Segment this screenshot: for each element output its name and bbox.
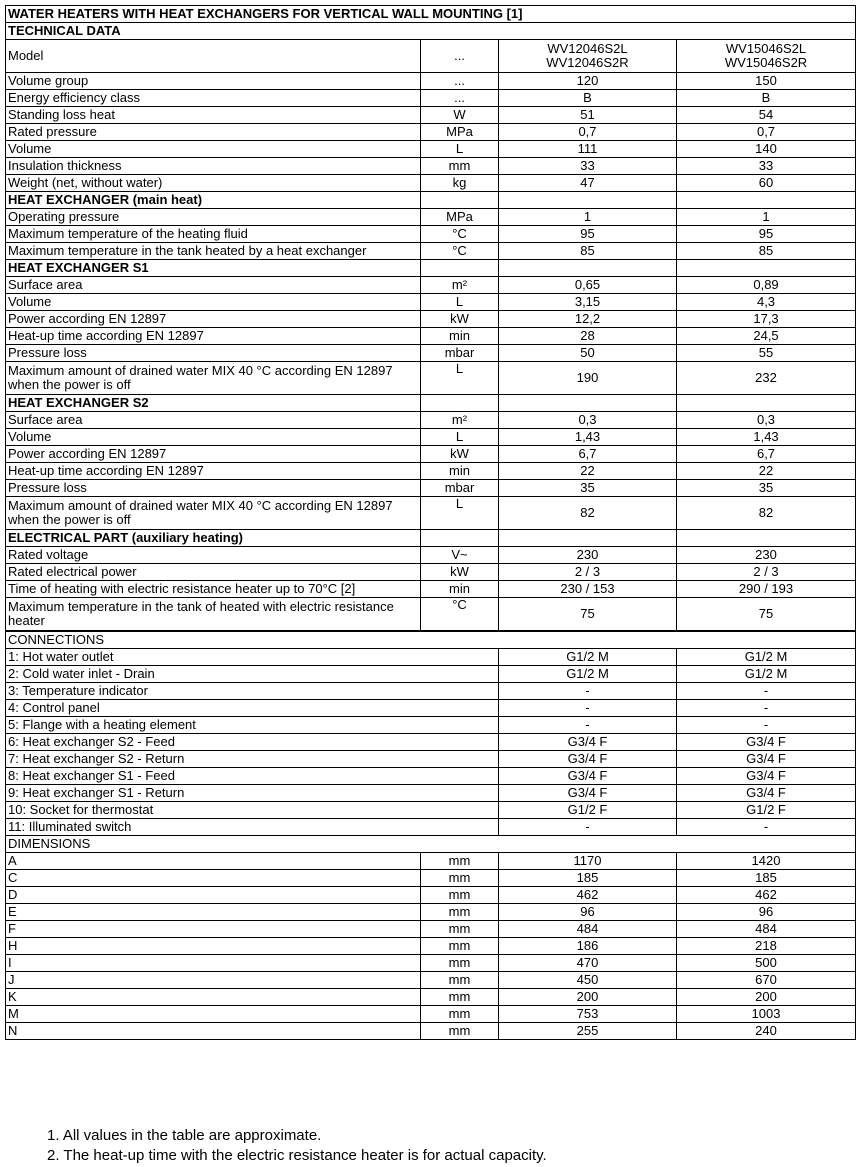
connection-row (6, 683, 856, 700)
hx-s1-row-unit: m² (421, 277, 499, 294)
hx-s2-row-value-1: 6,7 (499, 446, 677, 463)
hx-main-row-label: Maximum temperature in the tank heated by a heat exchanger (6, 243, 421, 260)
dimension-row-value-1: 1170 (499, 853, 677, 870)
hx-s2-row (6, 463, 856, 480)
dimension-row-value-1: 96 (499, 904, 677, 921)
heat-exchanger-main-heading-blank-unit (421, 192, 499, 209)
dimension-row-value-1: 200 (499, 989, 677, 1006)
heat-exchanger-main-heading-blank-v2 (677, 192, 856, 209)
electrical-row-value-2: 230 (677, 547, 856, 564)
electrical-heading-blank-v2 (677, 530, 856, 547)
dimensions-heading-row (6, 836, 856, 853)
hx-main-row-label: Operating pressure (6, 209, 421, 226)
connection-row-label: 4: Control panel (6, 700, 499, 717)
hx-main-row (6, 243, 856, 260)
connection-row (6, 768, 856, 785)
dimension-row-value-1: 186 (499, 938, 677, 955)
hx-main-row-label: Maximum temperature of the heating fluid (6, 226, 421, 243)
electrical-max-temp-row-value-1: 75 (499, 598, 677, 632)
dimension-row-value-2: 1420 (677, 853, 856, 870)
heat-exchanger-s1-heading-blank-unit (421, 260, 499, 277)
table-title: WATER HEATERS WITH HEAT EXCHANGERS FOR VERTICAL WALL MOUNTING [1] (6, 6, 856, 23)
connection-row-label: 6: Heat exchanger S2 - Feed (6, 734, 499, 751)
electrical-max-temp-row-unit: °C (421, 598, 499, 632)
hx-main-row-value-2: 85 (677, 243, 856, 260)
technical-data-table (5, 5, 856, 1040)
dimension-row-value-2: 500 (677, 955, 856, 972)
dimension-row-label: D (6, 887, 421, 904)
connection-row-value-2: G1/2 F (677, 802, 856, 819)
connection-row-value-2: - (677, 819, 856, 836)
hx-s2-row-label: Surface area (6, 412, 421, 429)
connection-row-value-2: G3/4 F (677, 768, 856, 785)
connections-heading-row (6, 631, 856, 649)
connection-row-value-2: - (677, 683, 856, 700)
hx-s1-row-label: Heat-up time according EN 12897 (6, 328, 421, 345)
hx-main-row-value-2: 1 (677, 209, 856, 226)
general-row-value-1: 33 (499, 158, 677, 175)
model-label: Model (6, 40, 421, 73)
dimension-row-unit: mm (421, 989, 499, 1006)
heat-exchanger-main-heading-row (6, 192, 856, 209)
model-col2-line1: WV15046S2L (725, 41, 807, 56)
electrical-heading-blank-unit (421, 530, 499, 547)
electrical-row (6, 547, 856, 564)
electrical-max-temp-row-label: Maximum temperature in the tank of heated with electric resistance heater (6, 598, 421, 632)
connection-row-value-2: G3/4 F (677, 751, 856, 768)
heat-exchanger-main-heading-blank-v1 (499, 192, 677, 209)
hx-s1-row-unit: min (421, 328, 499, 345)
connection-row-label: 7: Heat exchanger S2 - Return (6, 751, 499, 768)
hx-s1-row-label: Volume (6, 294, 421, 311)
footnote-1: 1. All values in the table are approximate. (47, 1127, 322, 1144)
dimension-row-unit: mm (421, 1023, 499, 1040)
hx-s1-row-value-2: 17,3 (677, 311, 856, 328)
electrical-row-label: Time of heating with electric resistance heater up to 70°C [2] (6, 581, 421, 598)
general-row-value-2: 60 (677, 175, 856, 192)
hx-s1-row-unit: kW (421, 311, 499, 328)
connection-row-value-2: - (677, 717, 856, 734)
heat-exchanger-s2-heading-blank-v1 (499, 395, 677, 412)
hx-s1-row-value-1: 0,65 (499, 277, 677, 294)
connection-row (6, 785, 856, 802)
hx-s1-row-value-2: 0,89 (677, 277, 856, 294)
hx-s1-row (6, 277, 856, 294)
dimension-row (6, 904, 856, 921)
general-row (6, 158, 856, 175)
connection-row-value-1: G1/2 F (499, 802, 677, 819)
dimension-row-unit: mm (421, 921, 499, 938)
hx-s2-row-unit: min (421, 463, 499, 480)
connection-row-label: 9: Heat exchanger S1 - Return (6, 785, 499, 802)
hx-s2-row-label: Pressure loss (6, 480, 421, 497)
general-row-label: Standing loss heat (6, 107, 421, 124)
hx-s1-drain-row-label: Maximum amount of drained water MIX 40 °C according EN 12897 when the power is off (6, 362, 421, 395)
hx-main-row-value-2: 95 (677, 226, 856, 243)
dimension-row (6, 955, 856, 972)
general-row (6, 124, 856, 141)
hx-s2-row-value-2: 35 (677, 480, 856, 497)
dimension-row (6, 1006, 856, 1023)
dimensions-heading: DIMENSIONS (6, 836, 856, 853)
hx-s2-row (6, 412, 856, 429)
hx-main-row-unit: °C (421, 226, 499, 243)
general-row (6, 73, 856, 90)
connection-row-value-2: - (677, 700, 856, 717)
connection-row-value-2: G1/2 M (677, 666, 856, 683)
general-row-unit: kg (421, 175, 499, 192)
connection-row-value-1: G3/4 F (499, 734, 677, 751)
hx-s1-row-value-1: 50 (499, 345, 677, 362)
electrical-row-value-1: 2 / 3 (499, 564, 677, 581)
dimension-row-value-2: 462 (677, 887, 856, 904)
connection-row-value-1: G1/2 M (499, 666, 677, 683)
electrical-heading-blank-v1 (499, 530, 677, 547)
electrical-row-label: Rated voltage (6, 547, 421, 564)
heat-exchanger-s2-heading-blank-unit (421, 395, 499, 412)
hx-s2-row (6, 480, 856, 497)
heat-exchanger-s2-heading: HEAT EXCHANGER S2 (6, 395, 421, 412)
hx-s2-row-value-1: 35 (499, 480, 677, 497)
dimension-row-label: E (6, 904, 421, 921)
general-row-unit: ... (421, 73, 499, 90)
electrical-row-unit: kW (421, 564, 499, 581)
dimension-row-value-2: 200 (677, 989, 856, 1006)
hx-s1-drain-row-unit: L (421, 362, 499, 395)
general-row-unit: ... (421, 90, 499, 107)
connection-row-label: 3: Temperature indicator (6, 683, 499, 700)
connection-row (6, 751, 856, 768)
hx-s2-row-value-2: 1,43 (677, 429, 856, 446)
dimension-row-value-2: 484 (677, 921, 856, 938)
hx-s2-drain-row-value-2: 82 (677, 497, 856, 530)
general-row-label: Energy efficiency class (6, 90, 421, 107)
dimension-row-label: A (6, 853, 421, 870)
hx-s1-row-value-2: 24,5 (677, 328, 856, 345)
dimension-row (6, 887, 856, 904)
dimension-row-value-1: 484 (499, 921, 677, 938)
hx-s2-row (6, 446, 856, 463)
connections-heading: CONNECTIONS (6, 631, 856, 649)
dimension-row (6, 938, 856, 955)
general-row-value-2: 150 (677, 73, 856, 90)
connection-row-label: 2: Cold water inlet - Drain (6, 666, 499, 683)
general-row-unit: mm (421, 158, 499, 175)
heat-exchanger-s1-heading: HEAT EXCHANGER S1 (6, 260, 421, 277)
model-col1 (499, 40, 677, 73)
connection-row-value-1: - (499, 819, 677, 836)
connection-row-value-1: G3/4 F (499, 751, 677, 768)
electrical-row-value-1: 230 / 153 (499, 581, 677, 598)
connection-row (6, 649, 856, 666)
general-row (6, 90, 856, 107)
connection-row-value-2: G3/4 F (677, 785, 856, 802)
general-row (6, 107, 856, 124)
connection-row-value-1: G3/4 F (499, 768, 677, 785)
heat-exchanger-main-heading: HEAT EXCHANGER (main heat) (6, 192, 421, 209)
electrical-row-value-2: 2 / 3 (677, 564, 856, 581)
hx-s1-row-label: Power according EN 12897 (6, 311, 421, 328)
hx-main-row-value-1: 95 (499, 226, 677, 243)
general-row-value-1: B (499, 90, 677, 107)
connection-row (6, 700, 856, 717)
general-row-value-2: 140 (677, 141, 856, 158)
dimension-row-label: H (6, 938, 421, 955)
hx-s2-row-label: Heat-up time according EN 12897 (6, 463, 421, 480)
electrical-row-unit: V~ (421, 547, 499, 564)
table-body (6, 6, 856, 1040)
heat-exchanger-s2-heading-row (6, 395, 856, 412)
hx-s1-row-value-2: 55 (677, 345, 856, 362)
electrical-row-label: Rated electrical power (6, 564, 421, 581)
connection-row-value-1: G3/4 F (499, 785, 677, 802)
dimension-row-value-2: 218 (677, 938, 856, 955)
heat-exchanger-s1-heading-row (6, 260, 856, 277)
hx-s1-row (6, 345, 856, 362)
dimension-row-unit: mm (421, 972, 499, 989)
electrical-row (6, 564, 856, 581)
electrical-row (6, 581, 856, 598)
hx-s1-row (6, 328, 856, 345)
dimension-row-label: K (6, 989, 421, 1006)
model-col2-line2: WV15046S2R (724, 55, 808, 70)
electrical-heading-row (6, 530, 856, 547)
hx-s2-row-label: Power according EN 12897 (6, 446, 421, 463)
connection-row-value-1: G1/2 M (499, 649, 677, 666)
general-row-value-1: 0,7 (499, 124, 677, 141)
dimension-row (6, 989, 856, 1006)
general-row-label: Insulation thickness (6, 158, 421, 175)
dimension-row-value-1: 753 (499, 1006, 677, 1023)
dimension-row-label: I (6, 955, 421, 972)
general-row-value-2: 54 (677, 107, 856, 124)
heat-exchanger-s1-heading-blank-v2 (677, 260, 856, 277)
dimension-row-value-2: 1003 (677, 1006, 856, 1023)
general-row-label: Volume group (6, 73, 421, 90)
hx-s2-drain-row (6, 497, 856, 530)
hx-s2-row-label: Volume (6, 429, 421, 446)
connection-row-value-2: G3/4 F (677, 734, 856, 751)
dimension-row (6, 1023, 856, 1040)
hx-s1-row-label: Pressure loss (6, 345, 421, 362)
heat-exchanger-s2-heading-blank-v2 (677, 395, 856, 412)
footnote-2: 2. The heat-up time with the electric resistance heater is for actual capacity. (47, 1147, 547, 1164)
electrical-row-value-1: 230 (499, 547, 677, 564)
dimension-row-label: M (6, 1006, 421, 1023)
electrical-row-value-2: 290 / 193 (677, 581, 856, 598)
dimension-row (6, 921, 856, 938)
dimension-row-value-2: 185 (677, 870, 856, 887)
model-unit: ... (421, 40, 499, 73)
hx-main-row-unit: °C (421, 243, 499, 260)
model-col1-line1: WV12046S2L (547, 41, 628, 56)
dimension-row-value-1: 255 (499, 1023, 677, 1040)
connection-row-value-1: - (499, 717, 677, 734)
hx-s1-drain-row-value-1: 190 (499, 362, 677, 395)
hx-s2-row-value-1: 1,43 (499, 429, 677, 446)
hx-s2-drain-row-unit: L (421, 497, 499, 530)
connection-row-value-2: G1/2 M (677, 649, 856, 666)
dimension-row-value-1: 450 (499, 972, 677, 989)
dimension-row (6, 972, 856, 989)
hx-s1-drain-row (6, 362, 856, 395)
hx-s2-row-value-2: 0,3 (677, 412, 856, 429)
general-row-unit: MPa (421, 124, 499, 141)
dimension-row-value-2: 96 (677, 904, 856, 921)
general-row (6, 175, 856, 192)
dimension-row (6, 853, 856, 870)
electrical-max-temp-row (6, 598, 856, 632)
general-row-value-2: 33 (677, 158, 856, 175)
dimension-row-value-1: 470 (499, 955, 677, 972)
general-row-value-1: 47 (499, 175, 677, 192)
technical-data-heading: TECHNICAL DATA (6, 23, 856, 40)
general-row-value-1: 120 (499, 73, 677, 90)
dimension-row-unit: mm (421, 853, 499, 870)
heat-exchanger-s1-heading-blank-v1 (499, 260, 677, 277)
hx-main-row (6, 209, 856, 226)
dimension-row-unit: mm (421, 1006, 499, 1023)
connection-row-label: 5: Flange with a heating element (6, 717, 499, 734)
hx-s1-row-unit: L (421, 294, 499, 311)
dimension-row-label: F (6, 921, 421, 938)
connection-row-value-1: - (499, 700, 677, 717)
model-col1-line2: WV12046S2R (546, 55, 629, 70)
general-row-label: Weight (net, without water) (6, 175, 421, 192)
hx-s2-row-value-1: 22 (499, 463, 677, 480)
hx-s1-row-value-2: 4,3 (677, 294, 856, 311)
dimension-row-label: J (6, 972, 421, 989)
hx-s1-row (6, 311, 856, 328)
dimension-row-value-2: 670 (677, 972, 856, 989)
general-row (6, 141, 856, 158)
dimension-row-value-2: 240 (677, 1023, 856, 1040)
connection-row-label: 10: Socket for thermostat (6, 802, 499, 819)
hx-s1-row-label: Surface area (6, 277, 421, 294)
connection-row-label: 11: Illuminated switch (6, 819, 499, 836)
footnotes (47, 1126, 547, 1166)
connection-row (6, 802, 856, 819)
dimension-row-unit: mm (421, 904, 499, 921)
hx-main-row-value-1: 85 (499, 243, 677, 260)
hx-s2-row-unit: m² (421, 412, 499, 429)
hx-s1-row-value-1: 12,2 (499, 311, 677, 328)
general-row-label: Rated pressure (6, 124, 421, 141)
spec-sheet (5, 5, 855, 1040)
general-row-value-1: 111 (499, 141, 677, 158)
dimension-row-unit: mm (421, 938, 499, 955)
electrical-row-unit: min (421, 581, 499, 598)
connection-row (6, 717, 856, 734)
hx-s1-row-value-1: 3,15 (499, 294, 677, 311)
general-row-label: Volume (6, 141, 421, 158)
hx-s1-row (6, 294, 856, 311)
general-row-unit: W (421, 107, 499, 124)
dimension-row-unit: mm (421, 887, 499, 904)
dimension-row-label: C (6, 870, 421, 887)
dimension-row-value-1: 462 (499, 887, 677, 904)
hx-main-row (6, 226, 856, 243)
hx-s1-row-value-1: 28 (499, 328, 677, 345)
dimension-row-value-1: 185 (499, 870, 677, 887)
connection-row (6, 819, 856, 836)
model-col2 (677, 40, 856, 73)
dimension-row (6, 870, 856, 887)
connection-row-value-1: - (499, 683, 677, 700)
hx-main-row-value-1: 1 (499, 209, 677, 226)
hx-s2-drain-row-label: Maximum amount of drained water MIX 40 °C according EN 12897 when the power is off (6, 497, 421, 530)
electrical-max-temp-row-value-2: 75 (677, 598, 856, 632)
hx-s2-row-unit: mbar (421, 480, 499, 497)
connection-row-label: 1: Hot water outlet (6, 649, 499, 666)
hx-s1-row-unit: mbar (421, 345, 499, 362)
dimension-row-unit: mm (421, 955, 499, 972)
general-row-unit: L (421, 141, 499, 158)
connection-row (6, 666, 856, 683)
general-row-value-2: B (677, 90, 856, 107)
hx-s2-drain-row-value-1: 82 (499, 497, 677, 530)
hx-s2-row-unit: kW (421, 446, 499, 463)
hx-s2-row (6, 429, 856, 446)
dimension-row-unit: mm (421, 870, 499, 887)
hx-s1-drain-row-value-2: 232 (677, 362, 856, 395)
electrical-heading: ELECTRICAL PART (auxiliary heating) (6, 530, 421, 547)
hx-s2-row-value-2: 6,7 (677, 446, 856, 463)
hx-main-row-unit: MPa (421, 209, 499, 226)
connection-row-label: 8: Heat exchanger S1 - Feed (6, 768, 499, 785)
hx-s2-row-value-2: 22 (677, 463, 856, 480)
model-row (6, 40, 856, 73)
general-row-value-2: 0,7 (677, 124, 856, 141)
connection-row (6, 734, 856, 751)
general-row-value-1: 51 (499, 107, 677, 124)
hx-s2-row-unit: L (421, 429, 499, 446)
hx-s2-row-value-1: 0,3 (499, 412, 677, 429)
dimension-row-label: N (6, 1023, 421, 1040)
